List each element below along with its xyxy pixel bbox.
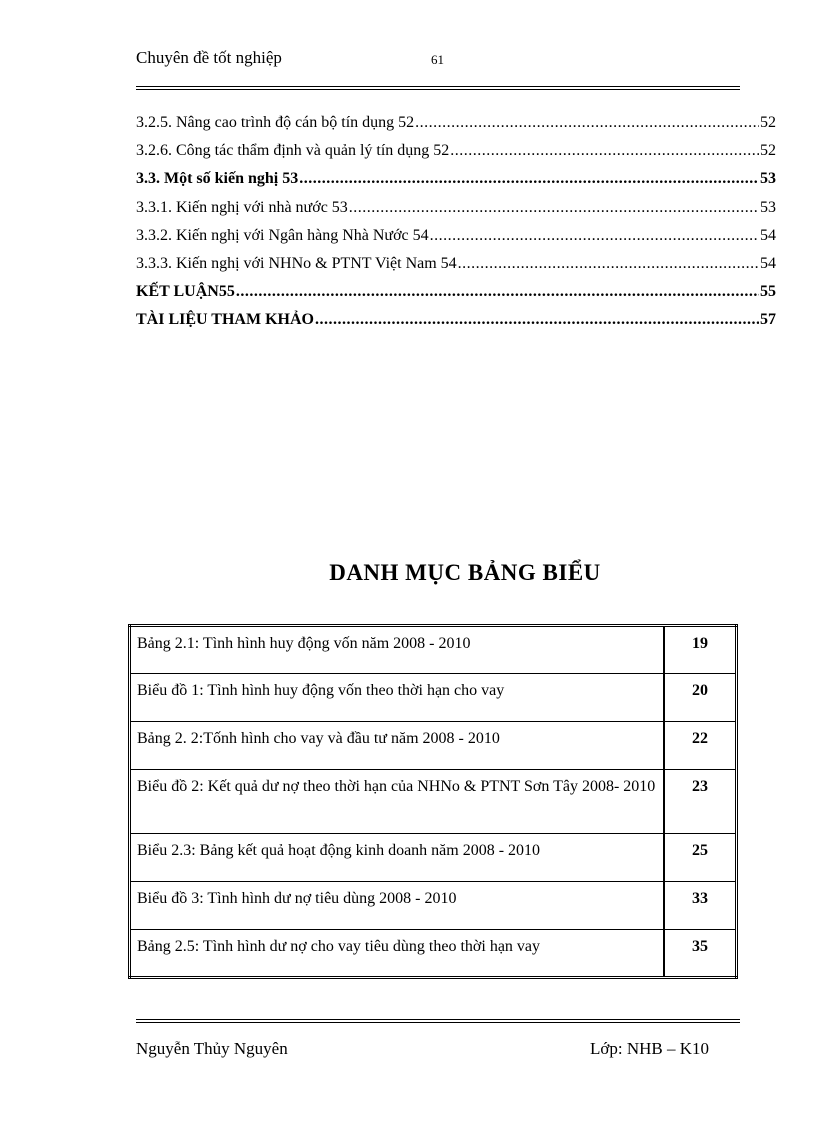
table-entry-page: 25 [664, 834, 737, 882]
toc-entry-text: 3.3. Một số kiến nghị 53 [136, 170, 299, 188]
table-entry-title: Bảng 2.1: Tình hình huy động vốn năm 2008 - 2010 [130, 626, 665, 674]
toc-entry-page: 57 [760, 311, 776, 329]
toc-leader [450, 142, 759, 160]
table-entry-title: Biểu đồ 3: Tình hình dư nợ tiêu dùng 2008 - 2010 [130, 882, 665, 930]
table-row [130, 930, 737, 978]
list-of-tables [128, 624, 738, 979]
toc-entry-text: 3.2.6. Công tác thẩm định và quản lý tín dụng 52 [136, 142, 450, 160]
table-entry-title: Biểu đồ 1: Tình hình huy động vốn theo thời hạn cho vay [130, 674, 665, 722]
toc-entry [136, 170, 776, 198]
toc-entry-text: 3.3.3. Kiến nghị với NHNo & PTNT Việt Nam 54 [136, 254, 457, 272]
table-row [130, 674, 737, 722]
table-row [130, 770, 737, 834]
table-entry-page: 22 [664, 722, 737, 770]
toc-entry-page: 52 [760, 114, 776, 131]
footer-author: Nguyễn Thủy Nguyên [136, 1039, 288, 1058]
toc-entry-text: TÀI LIỆU THAM KHẢO [136, 311, 314, 329]
toc-entry [136, 142, 776, 170]
toc-entry [136, 114, 776, 142]
toc-leader [349, 199, 759, 217]
toc-entry [136, 283, 776, 311]
table-row [130, 722, 737, 770]
table-entry-page: 35 [664, 930, 737, 978]
table-of-contents [136, 114, 776, 340]
table-entry-page: 23 [664, 770, 737, 834]
table-entry-title: Bảng 2. 2:Tốnh hình cho vay và đầu tư năm 2008 - 2010 [130, 722, 665, 770]
toc-entry [136, 311, 776, 339]
table-row [130, 626, 737, 674]
toc-leader [458, 255, 759, 273]
table-entry-title: Biểu 2.3: Bảng kết quả hoạt động kinh doanh năm 2008 - 2010 [130, 834, 665, 882]
toc-entry-text: 3.3.1. Kiến nghị với nhà nước 53 [136, 198, 348, 216]
header-divider [136, 86, 740, 90]
table-entry-page: 19 [664, 626, 737, 674]
toc-leader [236, 283, 759, 301]
toc-leader [299, 170, 759, 188]
table-entry-title: Bảng 2.5: Tình hình dư nợ cho vay tiêu dùng theo thời hạn vay [130, 930, 665, 978]
toc-entry [136, 255, 776, 283]
toc-entry-page: 53 [760, 170, 776, 188]
toc-leader [315, 311, 759, 329]
page-number: 61 [431, 52, 444, 67]
toc-entry-page: 53 [760, 198, 776, 216]
toc-leader [430, 227, 759, 245]
toc-entry-page: 52 [760, 142, 776, 160]
toc-entry-text: 3.3.2. Kiến nghị với Ngân hàng Nhà Nước 54 [136, 226, 429, 244]
toc-entry [136, 199, 776, 227]
toc-entry-page: 54 [760, 226, 776, 244]
table-row [130, 834, 737, 882]
list-of-tables-heading: DANH MỤC BẢNG BIỂU [329, 560, 601, 585]
footer-divider [136, 1019, 740, 1023]
toc-entry-page: 54 [760, 254, 776, 272]
toc-entry [136, 227, 776, 255]
table-entry-title: Biểu đồ 2: Kết quả dư nợ theo thời hạn của NHNo & PTNT Sơn Tây 2008- 2010 [130, 770, 665, 834]
table-entry-page: 33 [664, 882, 737, 930]
toc-leader [415, 114, 759, 132]
document-header-title: Chuyên đề tốt nghiệp [136, 48, 282, 67]
toc-entry-text: 3.2.5. Nâng cao trình độ cán bộ tín dụng 52 [136, 114, 415, 131]
toc-entry-text: KẾT LUẬN55 [136, 283, 235, 301]
toc-entry-page: 55 [760, 283, 776, 301]
table-entry-page: 20 [664, 674, 737, 722]
footer-class: Lớp: NHB – K10 [590, 1039, 710, 1058]
table-row [130, 882, 737, 930]
